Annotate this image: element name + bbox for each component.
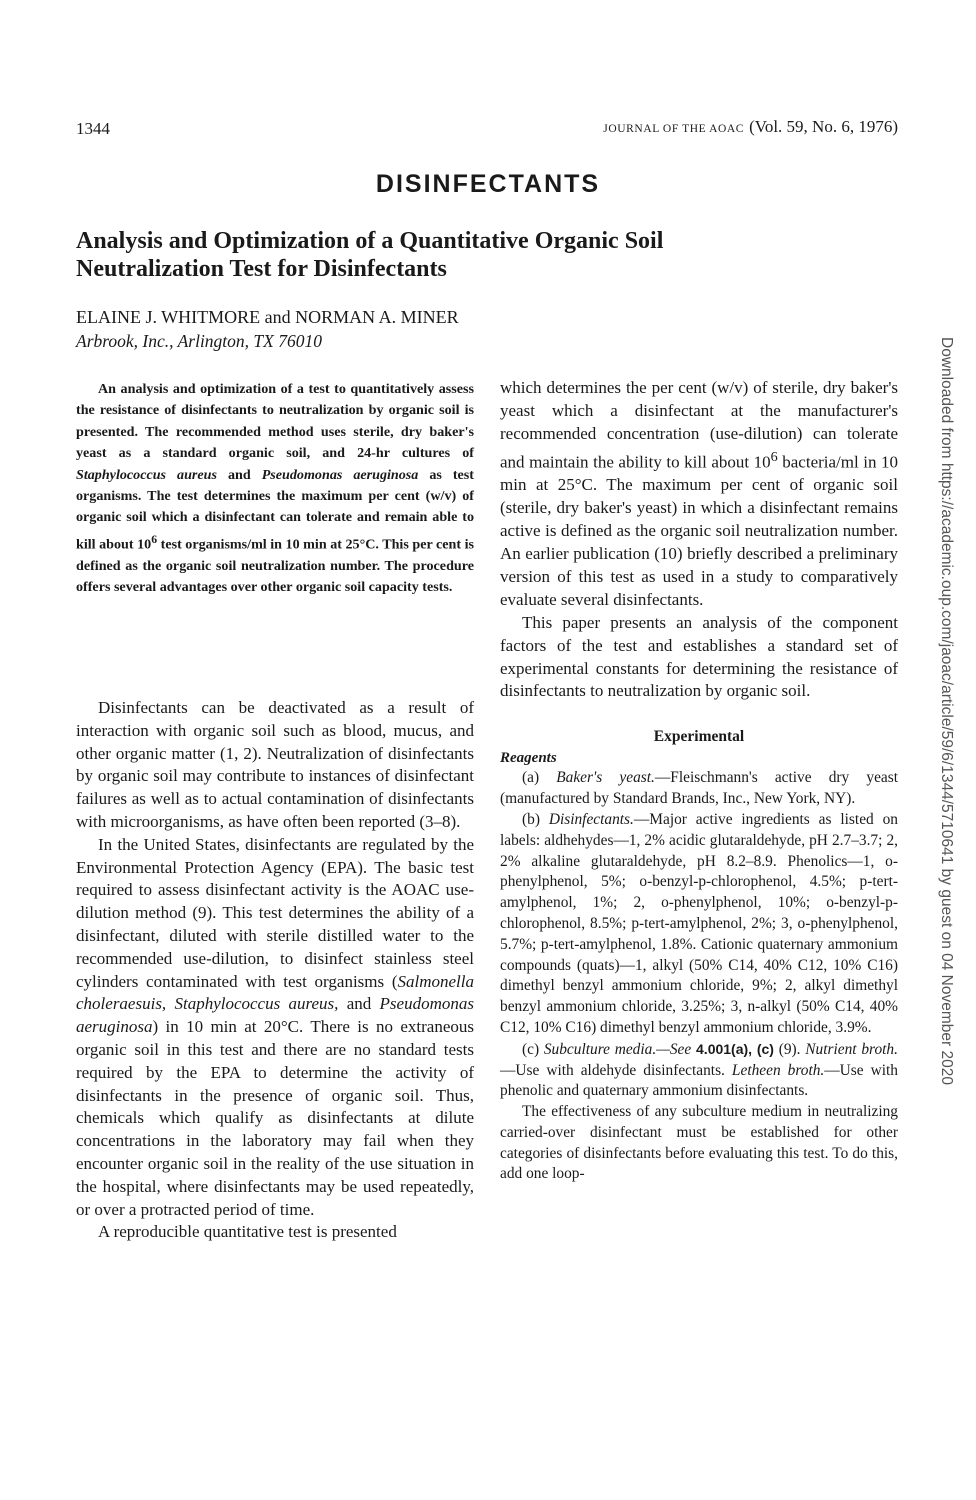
right-column: [500, 377, 898, 1185]
download-note: Downloaded from https://academic.oup.com/jaoac/article/59/6/1344/5710641 by guest on 04 November 2020: [938, 337, 955, 1085]
journal-name: JOURNAL OF THE AOAC: [603, 123, 745, 135]
body-paragraph: which determines the per cent (w/v) of sterile, dry baker's yeast which a disinfectant at the manufacturer's recommended concentration (use-dilution) can tolerate and maintain the ability to kill about $10^6$ bacteria/ml in 10 min at 25°C. The maximum per cent of organic soil (sterile, dry baker's yeast) in which a disinfectant remains active is defined as the organic soil neutralization number. An earlier publication (10) briefly described a preliminary version of this test as used in a study to comparatively evaluate several disinfectants.: [500, 378, 898, 609]
reagent-item: (a) Baker's yeast.—Fleischmann's active dry yeast (manufactured by Standard Brands, Inc., New York, NY).: [500, 769, 898, 808]
affiliation: Arbrook, Inc., Arlington, TX 76010: [76, 331, 322, 351]
title-line: Neutralization Test for Disinfectants: [76, 256, 447, 282]
body-paragraph: This paper presents an analysis of the component factors of the test and establishes a standard set of experimental constants for determining the resistance of disinfectants to neutralization by organic soil.: [500, 612, 898, 701]
reagent-item: (b) Disinfectants.—Major active ingredients as listed on labels: aldhehydes—1, 2% acidic glutaraldehyde, pH 2.7–3.7; 2, 2% alkaline glutaraldehyde, pH 8.2–8.9. Phenolics—1, o-phenylphenol, 5%; o-benzyl-p-chlorophenol, 4.5%; p-tert-amylphenol, 1%; 2, o-phenylphenol, 10%; o-benzyl-p-chlorophenol, 8.5%; p-tert-amylphenol, 2%; 3, o-phenylphenol, 5.7%; p-tert-amylphenol, 1.8%. Cationic quaternary ammonium compounds (quats)—1, alkyl (50% C14, 40% C12, 10% C16) dimethyl benzyl ammonium chloride, 9%; 2, alkyl dimethyl benzyl ammonium chloride, 3.25%; 3, n-alkyl (50% C14, 40% C12, 10% C16) dimethyl benzyl ammonium chloride, 3.9%.: [500, 810, 898, 1036]
abstract: [76, 379, 474, 599]
left-column: [76, 697, 474, 1244]
running-head: [603, 117, 898, 137]
body-paragraph: The effectiveness of any subculture medium in neutralizing carried-over disinfectant must be established for other categories of disinfectants before evaluating this test. To do this, add one loop-: [500, 1103, 898, 1183]
section-heading: DISINFECTANTS: [375, 170, 601, 198]
body-paragraph: A reproducible quantitative test is presented: [98, 1222, 397, 1242]
reagents-heading: Reagents: [500, 750, 557, 767]
experimental-heading: Experimental: [653, 728, 745, 746]
title-line: Analysis and Optimization of a Quantitative Organic Soil: [76, 228, 664, 254]
body-paragraph: In the United States, disinfectants are regulated by the Environmental Protection Agency (EPA). The basic test required to assess disinfectant activity is the AOAC use-dilution method (9). This test determines the ability of a disinfectant, diluted with sterile distilled water to the recommended use-dilution, to disinfect stainless steel cylinders contaminated with test organisms (Salmonella choleraesuis, Staphylococcus aureus, and Pseudomonas aeruginosa) in 10 min at 20°C. There is no extraneous organic soil in this test and there are no standard tests required by the EPA to determine the activity of disinfectants in the presence of organic soil. Thus, chemicals which qualify as disinfectants at dilute concentrations in the laboratory may fail when they encounter organic soil in the reality of the use situation in the hospital, where disinfectants may be used repeatedly, or over a protracted period of time.: [76, 834, 474, 1219]
volume-info: (Vol. 59, No. 6, 1976): [749, 117, 898, 136]
authors: ELAINE J. WHITMORE and NORMAN A. MINER: [76, 307, 459, 327]
body-paragraph: Disinfectants can be deactivated as a result of interaction with organic soil such as blood, mucus, and other organic matter (1, 2). Neutralization of disinfectants by organic soil may contribute to instances of disinfectant failures as well as to actual contamination of disinfectants with microorganisms, as have often been reported (3–8).: [76, 698, 474, 831]
page-number: 1344: [76, 119, 110, 138]
abstract-text: An analysis and optimization of a test to quantitatively assess the resistance of disinfectants to neutralization by organic soil is presented. The recommended method uses sterile, dry baker's yeast as a standard organic soil, and 24-hr cultures of Staphylococcus aureus and Pseudomonas aeruginosa as test organisms. The test determines the maximum per cent (w/v) of organic soil which a disinfectant can tolerate and remain able to kill about $10^6$ test organisms/ml in 10 min at 25°C. This per cent is defined as the organic soil neutralization number. The procedure offers several advantages over other organic soil capacity tests.: [76, 381, 474, 596]
reagent-item: (c) Subculture media.—See 4.001(a), (c) (9). Nutrient broth.—Use with aldehyde disinfectants. Letheen broth.—Use with phenolic and quaternary ammonium disinfectants.: [500, 1040, 898, 1100]
article-title: [76, 227, 876, 283]
